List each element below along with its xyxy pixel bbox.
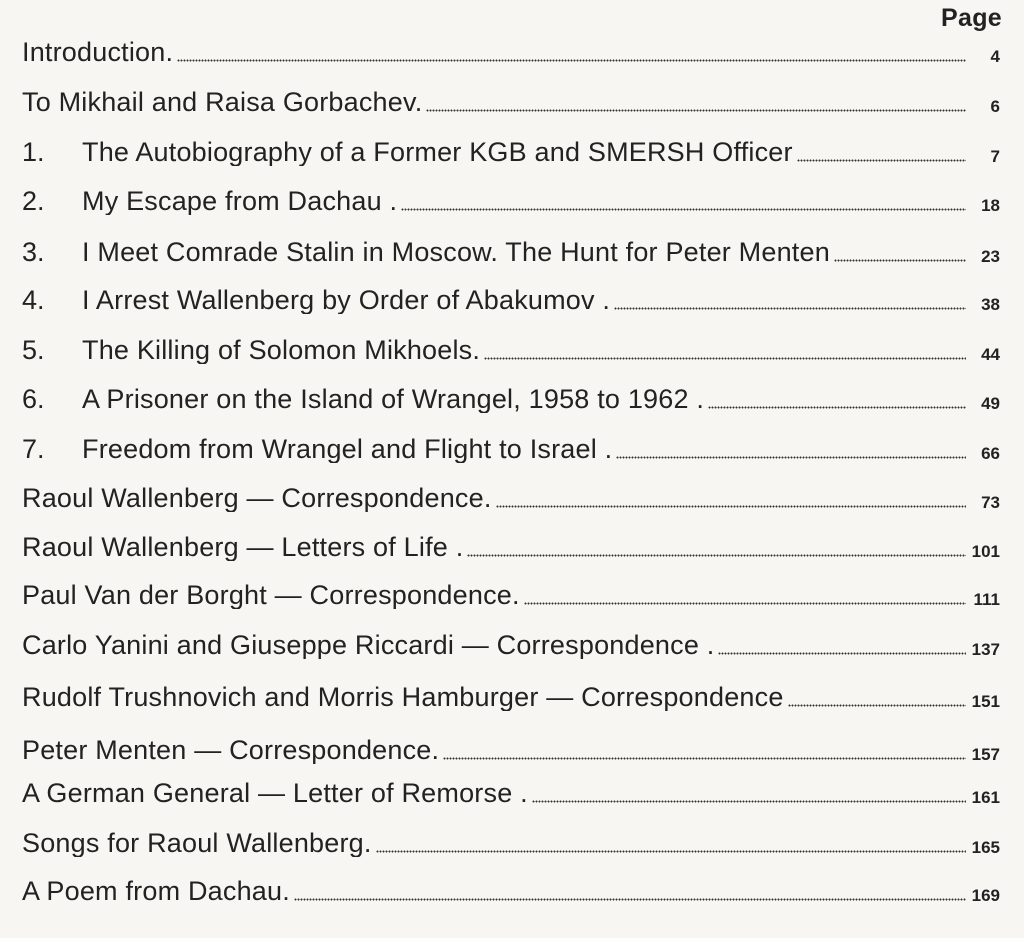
chapter-number: 4.	[22, 285, 45, 315]
dot-leader	[524, 601, 966, 605]
entry-title: Carlo Yanini and Giuseppe Riccardi — Correspondence .	[22, 632, 715, 659]
chapter-number: 1.	[22, 137, 45, 167]
toc-entry	[22, 126, 1000, 166]
dot-leader	[376, 849, 966, 853]
dot-leader	[788, 703, 966, 707]
toc-entry	[22, 26, 1000, 66]
entry-title: I Meet Comrade Stalin in Moscow. The Hunt for Peter Menten	[82, 239, 830, 266]
page-number: 44	[981, 345, 1000, 364]
toc-entry	[22, 274, 1000, 314]
entry-title: The Autobiography of a Former KGB and SMERSH Officer	[82, 139, 793, 166]
dot-leader	[616, 455, 966, 459]
entry-title: To Mikhail and Raisa Gorbachev.	[22, 89, 423, 116]
dot-leader	[797, 158, 966, 162]
page-number: 4	[990, 47, 1000, 66]
toc-entry	[22, 619, 1000, 659]
entry-title: Rudolf Trushnovich and Morris Hamburger — Correspondence	[22, 684, 784, 711]
toc-entry	[22, 472, 1000, 512]
toc-entry	[22, 373, 1000, 413]
page-column-header: Page	[941, 4, 1002, 32]
page-number: 73	[981, 493, 1000, 512]
page-number: 161	[971, 788, 1000, 807]
entry-title: Peter Menten — Correspondence.	[22, 737, 440, 764]
page-number: 7	[990, 147, 1000, 166]
page-number: 66	[981, 444, 1000, 463]
toc-entry	[22, 724, 1000, 764]
dot-leader	[708, 405, 966, 409]
dot-leader	[467, 553, 966, 557]
dot-leader	[443, 756, 966, 760]
page-number: 38	[981, 295, 1000, 314]
page-number: 101	[971, 542, 1000, 561]
entry-title: A Poem from Dachau.	[22, 878, 290, 905]
chapter-number: 7.	[22, 434, 45, 464]
dot-leader	[496, 504, 966, 508]
chapter-number: 5.	[22, 335, 45, 365]
toc-entry	[22, 76, 1000, 116]
entry-title: The Killing of Solomon Mikhoels.	[82, 337, 481, 364]
toc-entry	[22, 817, 1000, 857]
dot-leader	[484, 356, 966, 360]
page-number: 23	[981, 247, 1000, 266]
chapter-number: 2.	[22, 186, 45, 216]
entry-title: A German General — Letter of Remorse .	[22, 780, 528, 807]
page-number: 18	[981, 196, 1000, 215]
entry-title: Raoul Wallenberg — Correspondence.	[22, 485, 492, 512]
toc-entry	[22, 865, 1000, 905]
entry-title: Songs for Raoul Wallenberg.	[22, 830, 372, 857]
dot-leader	[401, 207, 966, 211]
entry-title: A Prisoner on the Island of Wrangel, 1958 to 1962 .	[82, 386, 705, 413]
dot-leader	[177, 58, 966, 62]
page-number: 49	[981, 394, 1000, 413]
toc-entry	[22, 767, 1000, 807]
dot-leader	[614, 306, 966, 310]
page-number: 157	[971, 745, 1000, 764]
entry-title: Paul Van der Borght — Correspondence.	[22, 582, 520, 609]
page-number: 6	[990, 97, 1000, 116]
entry-title: Introduction.	[22, 39, 174, 66]
dot-leader	[294, 897, 966, 901]
entry-title: Freedom from Wrangel and Flight to Israel .	[82, 436, 613, 463]
page-number: 165	[971, 838, 1000, 857]
toc-entry	[22, 226, 1000, 266]
chapter-number: 6.	[22, 384, 45, 414]
page-number: 111	[973, 590, 1000, 609]
page-number: 137	[971, 640, 1000, 659]
chapter-number: 3.	[22, 237, 45, 267]
dot-leader	[834, 258, 966, 262]
entry-title: My Escape from Dachau .	[82, 188, 398, 215]
toc-entry	[22, 324, 1000, 364]
entry-title: I Arrest Wallenberg by Order of Abakumov .	[82, 287, 611, 314]
toc-entry	[22, 671, 1000, 711]
page-number: 169	[971, 886, 1000, 905]
dot-leader	[532, 799, 966, 803]
toc-entry	[22, 569, 1000, 609]
dot-leader	[718, 651, 966, 655]
toc-entry	[22, 521, 1000, 561]
dot-leader	[426, 108, 966, 112]
entry-title: Raoul Wallenberg — Letters of Life .	[22, 534, 464, 561]
toc-entry	[22, 175, 1000, 215]
toc-entry	[22, 423, 1000, 463]
page-number: 151	[971, 692, 1000, 711]
